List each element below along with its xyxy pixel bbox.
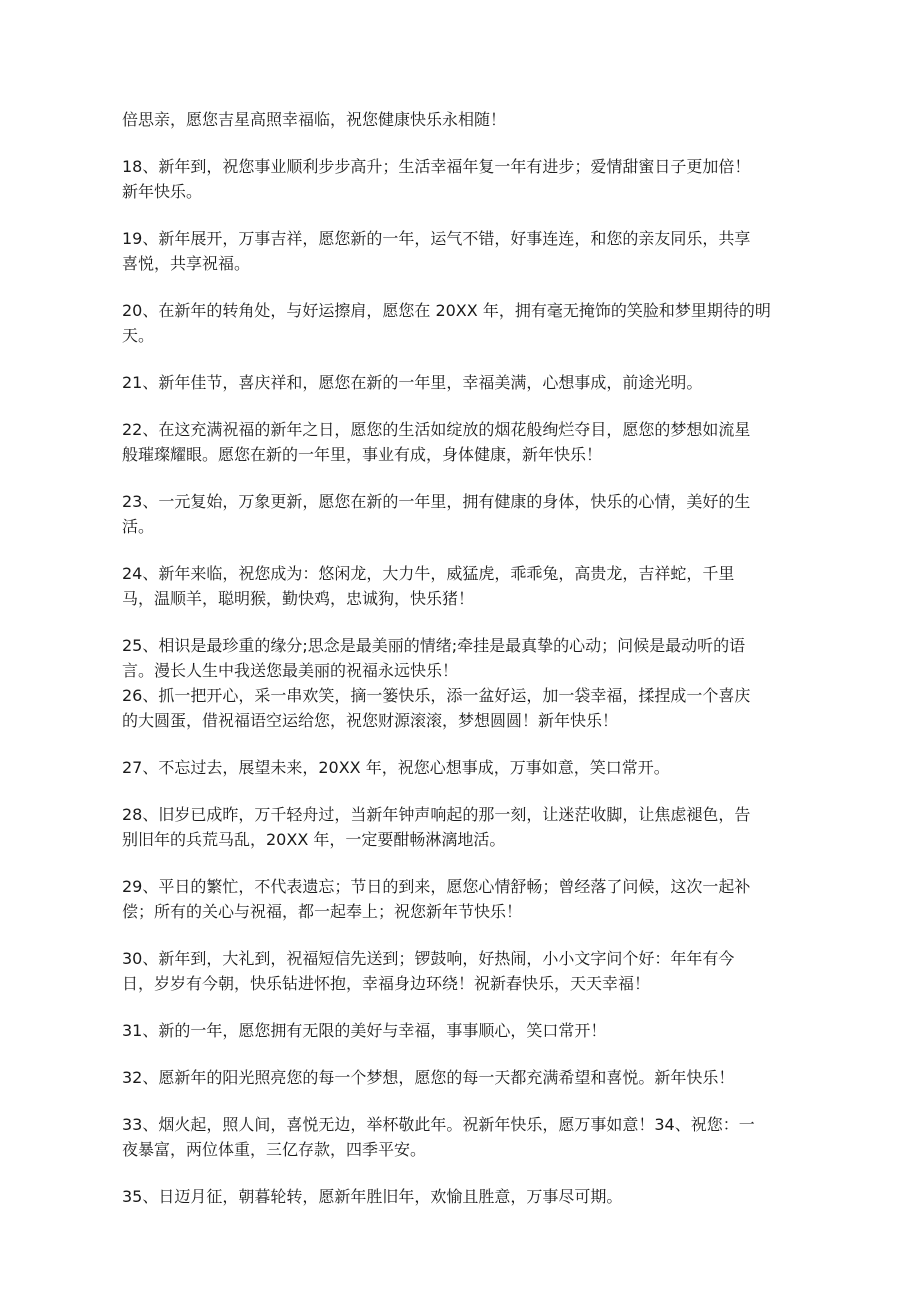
paragraph-20: 20、在新年的转角处，与好运擦肩，愿您在 20XX 年，拥有毫无掩饰的笑脸和梦里期待的明 天。 [122,301,771,345]
paragraph-17-continued: 倍思亲，愿您吉星高照幸福临，祝您健康快乐永相随！ [122,110,507,129]
document-body [122,107,790,1231]
paragraph-28: 28、旧岁已成昨，万千轻舟过，当新年钟声响起的那一刻，让迷茫收脚，让焦虑褪色，告 别旧年的兵荒马乱，20XX 年，一定要酣畅淋漓地活。 [122,805,751,849]
paragraph-21: 21、新年佳节，喜庆祥和，愿您在新的一年里，幸福美满，心想事成，前途光明。 [122,373,703,392]
paragraph-19: 19、新年展开，万事吉祥，愿您新的一年，运气不错，好事连连，和您的亲友同乐，共享 喜悦，共享祝福。 [122,229,751,273]
paragraph-35: 35、日迈月征，朝暮轮转，愿新年胜旧年，欢愉且胜意，万事尽可期。 [122,1187,623,1206]
paragraph-23: 23、一元复始，万象更新，愿您在新的一年里，拥有健康的身体，快乐的心情，美好的生 活。 [122,492,751,536]
paragraph-32: 32、愿新年的阳光照亮您的每一个梦想，愿您的每一天都充满希望和喜悦。新年快乐！ [122,1068,735,1087]
paragraph-29: 29、平日的繁忙，不代表遗忘；节日的到来，愿您心情舒畅；曾经落了问候，这次一起补 偿；所有的关心与祝福，都一起奉上；祝您新年节快乐！ [122,877,751,921]
paragraph-18: 18、新年到，祝您事业顺利步步高升；生活幸福年复一年有进步；爱情甜蜜日子更加倍！ 新年快乐。 [122,157,751,201]
paragraph-24: 24、新年来临，祝您成为：悠闲龙，大力牛，威猛虎，乖乖兔，高贵龙，吉祥蛇，千里 马，温顺羊，聪明猴，勤快鸡，忠诚狗，快乐猪！ [122,564,735,608]
paragraph-26: 26、抓一把开心，采一串欢笑，摘一篓快乐，添一盆好运，加一袋幸福，揉捏成一个喜庆 的大圆蛋，借祝福语空运给您，祝您财源滚滚，梦想圆圆！新年快乐！ [122,686,751,730]
paragraph-33-34: 33、烟火起，照人间，喜悦无边，举杯敬此年。祝新年快乐，愿万事如意！34、祝您：一 夜暴富，两位体重，三亿存款，四季平安。 [122,1115,755,1159]
paragraph-22: 22、在这充满祝福的新年之日，愿您的生活如绽放的烟花般绚烂夺目，愿您的梦想如流星 般璀璨耀眼。愿您在新的一年里，事业有成，身体健康，新年快乐！ [122,420,751,464]
paragraph-30: 30、新年到，大礼到，祝福短信先送到；锣鼓响，好热闹，小小文字问个好：年年有今 日，岁岁有今朝，快乐钻进怀抱，幸福身边环绕！祝新春快乐，天天幸福！ [122,949,735,993]
paragraph-27: 27、不忘过去，展望未来，20XX 年，祝您心想事成，万事如意，笑口常开。 [122,758,670,777]
paragraph-25: 25、相识是最珍重的缘分;思念是最美丽的情绪;牵挂是最真挚的心动；问候是最动听的语 言。漫长人生中我送您最美丽的祝福永远快乐！ [122,636,746,680]
paragraph-31: 31、新的一年，愿您拥有无限的美好与幸福，事事顺心，笑口常开！ [122,1021,607,1040]
